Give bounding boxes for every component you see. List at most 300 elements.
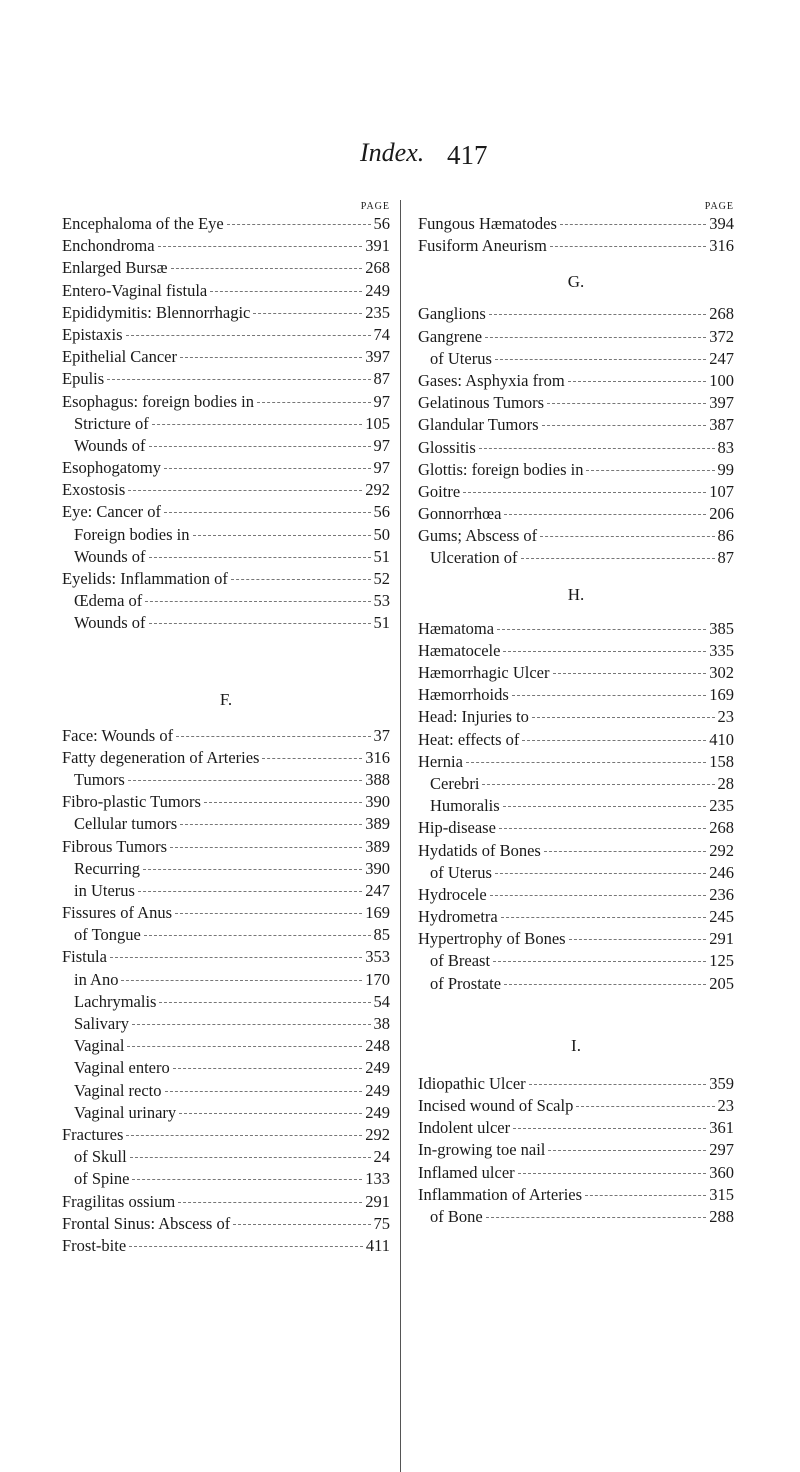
index-entry-text: Face: Wounds of (62, 725, 174, 745)
dot-leader (171, 268, 363, 269)
index-entry (62, 235, 390, 257)
dot-leader (521, 558, 715, 559)
dot-leader (128, 490, 362, 491)
dot-leader (544, 851, 706, 852)
index-entry-page: 268 (365, 258, 390, 278)
index-entry-page: 315 (709, 1184, 734, 1204)
index-entry-page: 387 (709, 415, 734, 435)
index-entry-page: 169 (365, 903, 390, 923)
spacer (418, 995, 734, 1035)
index-entry-page: 83 (717, 437, 734, 457)
index-entry (418, 1139, 734, 1161)
index-entry (62, 858, 390, 880)
spacer (62, 635, 390, 689)
dot-leader (568, 381, 707, 382)
page-title: Index. (360, 138, 425, 167)
dot-leader (126, 335, 371, 336)
dot-leader (504, 514, 706, 515)
dot-leader (542, 425, 707, 426)
spacer (418, 257, 734, 271)
index-entry (62, 568, 390, 590)
index-entry-text: Glandular Tumors (418, 415, 539, 435)
page-header (0, 138, 800, 178)
index-entry-page: 291 (709, 929, 734, 949)
index-entry-text: of Skull (74, 1147, 127, 1167)
dot-leader (495, 873, 706, 874)
index-entry (418, 706, 734, 728)
index-entry-page: 23 (717, 1096, 734, 1115)
index-entry-page: 87 (373, 369, 390, 389)
dot-leader (262, 758, 362, 759)
dot-leader (499, 828, 706, 829)
index-entry-text: Vaginal entero (74, 1058, 170, 1078)
index-entry-page: 100 (709, 370, 734, 390)
index-entry (418, 884, 734, 906)
index-entry-page: 297 (709, 1140, 734, 1160)
index-entry (62, 257, 390, 279)
dot-leader (550, 246, 706, 247)
index-entry-text: Lachrymalis (74, 991, 157, 1011)
index-entry-text: Ganglions (418, 304, 486, 324)
index-entry-text: of Spine (74, 1169, 130, 1189)
dot-leader (586, 470, 714, 471)
index-entry-page: 360 (709, 1162, 734, 1182)
index-entry-text: Eyelids: Inflammation of (62, 569, 228, 588)
index-entry-text: Goitre (418, 481, 461, 501)
index-entry-text: Vaginal recto (74, 1080, 162, 1100)
index-entry-page: 246 (709, 862, 734, 882)
index-entry (418, 928, 734, 950)
dot-leader (257, 402, 370, 403)
index-entry-page: 394 (709, 214, 734, 233)
index-entry (418, 1095, 734, 1117)
dot-leader (121, 980, 362, 981)
index-entry-page: 28 (717, 773, 734, 793)
dot-leader (149, 557, 371, 558)
index-entry (418, 1162, 734, 1184)
index-entry-page: 268 (709, 818, 734, 838)
index-entry-text: Humoralis (430, 796, 500, 816)
dot-leader (127, 1046, 362, 1047)
dot-leader (548, 1150, 706, 1151)
index-entry-page: 247 (709, 348, 734, 368)
dot-leader (501, 917, 707, 918)
dot-leader (170, 847, 362, 848)
index-entry (418, 618, 734, 640)
left-column (62, 200, 390, 1257)
index-entry-page: 390 (365, 858, 390, 878)
index-entry (418, 392, 734, 414)
index-entry-page: 249 (365, 1080, 390, 1100)
index-entry-text: Vaginal urinary (74, 1102, 177, 1122)
dot-leader (149, 623, 371, 624)
index-entry (62, 924, 390, 946)
index-entry (62, 590, 390, 612)
index-entry-text: Head: Injuries to (418, 707, 529, 727)
index-entry (62, 1191, 390, 1213)
dot-leader (149, 446, 371, 447)
index-entry-page: 410 (709, 729, 734, 749)
index-entry-text: in Uterus (74, 880, 135, 900)
index-entry-page: 205 (709, 973, 734, 993)
index-entry (62, 368, 390, 390)
index-entry-page: 288 (709, 1206, 734, 1226)
index-entry (62, 501, 390, 523)
dot-leader (253, 313, 362, 314)
index-entry (418, 326, 734, 348)
index-entry-text: Epididymitis: Blennorrhagic (62, 302, 251, 322)
index-entry (418, 773, 734, 795)
index-entry (62, 1213, 390, 1235)
dot-leader (576, 1106, 714, 1107)
index-entry (62, 1168, 390, 1190)
dot-leader (518, 1173, 707, 1174)
index-entry-text: Ulceration of (430, 548, 518, 568)
index-entry-page: 97 (373, 435, 390, 455)
index-entry-page: 235 (365, 302, 390, 322)
index-entry-page: 248 (365, 1036, 390, 1056)
index-entry-page: 37 (373, 725, 390, 745)
index-entry-text: Exostosis (62, 480, 126, 500)
dot-leader (466, 762, 706, 763)
spacer (418, 606, 734, 618)
section-letter-i: I. (571, 1035, 581, 1055)
index-entry-page: 158 (709, 751, 734, 771)
column-divider (400, 200, 401, 1472)
index-entry-text: of Breast (430, 951, 491, 971)
dot-leader (560, 224, 706, 225)
dot-leader (231, 579, 371, 580)
index-entry-text: Frost-bite (62, 1235, 127, 1255)
index-entry-text: Fractures (62, 1124, 124, 1144)
index-entry (62, 457, 390, 479)
spacer (418, 293, 734, 303)
index-entry-page: 316 (709, 236, 734, 256)
index-entry (62, 725, 390, 747)
dot-leader (173, 1068, 362, 1069)
index-entry-page: 169 (709, 685, 734, 705)
index-entry (62, 836, 390, 858)
dot-leader (233, 1224, 370, 1225)
index-entry-page: 372 (709, 326, 734, 346)
dot-leader (164, 512, 371, 513)
index-entry-text: Hæmorrhagic Ulcer (418, 663, 550, 682)
page-column-label: PAGE (704, 201, 734, 212)
index-entry (62, 1102, 390, 1124)
index-entry-text: Inflammation of Arteries (418, 1184, 583, 1204)
dot-leader (532, 717, 715, 718)
index-entry-text: Indolent ulcer (418, 1118, 511, 1138)
index-entry-page: 99 (717, 459, 734, 479)
index-entry-text: Fatty degeneration of Arteries (62, 747, 260, 767)
index-entry-page: 236 (709, 884, 734, 904)
index-entry-text: Fissures of Anus (62, 903, 173, 923)
index-entry (418, 1184, 734, 1206)
dot-leader (522, 740, 706, 741)
index-entry-text: Hypertrophy of Bones (418, 929, 566, 949)
dot-leader (132, 1024, 371, 1025)
index-entry-text: Epithelial Cancer (62, 347, 177, 367)
index-entry (62, 747, 390, 769)
dot-leader (485, 337, 706, 338)
dot-leader (180, 357, 362, 358)
index-entry-text: Esophogatomy (62, 458, 161, 478)
index-entry-page: 397 (365, 347, 390, 367)
dot-leader (165, 1091, 363, 1092)
index-entry-text: Inflamed ulcer (418, 1162, 515, 1182)
index-entry (418, 640, 734, 662)
dot-leader (489, 314, 706, 315)
index-entry-page: 54 (373, 991, 390, 1011)
dot-leader (178, 1202, 362, 1203)
index-entry (62, 1057, 390, 1079)
dot-leader (553, 673, 707, 674)
index-entry-text: In-growing toe nail (418, 1140, 546, 1160)
index-entry (418, 348, 734, 370)
spacer (62, 711, 390, 725)
index-entry (62, 880, 390, 902)
section-letter-g: G. (567, 272, 585, 292)
index-entry-page: 85 (373, 925, 390, 945)
index-entry-text: in Ano (74, 969, 119, 989)
index-entry-page: 86 (717, 526, 734, 546)
index-entry-page: 388 (365, 769, 390, 789)
index-entry-text: Hæmatocele (418, 640, 501, 660)
dot-leader (144, 935, 371, 936)
index-entry (62, 813, 390, 835)
index-group-h (418, 618, 734, 995)
dot-leader (110, 957, 362, 958)
index-entry (62, 791, 390, 813)
index-entry-page: 74 (373, 324, 390, 344)
dot-leader (128, 780, 363, 781)
index-group-g (418, 303, 734, 569)
index-entry (418, 437, 734, 459)
dot-leader (158, 246, 363, 247)
index-entry (418, 906, 734, 928)
dot-leader (503, 651, 706, 652)
right-column (418, 200, 734, 1228)
index-entry-text: Eye: Cancer of (62, 502, 161, 522)
index-entry (418, 1206, 734, 1228)
index-entry-text: Heat: effects of (418, 729, 520, 749)
index-entry-page: 107 (709, 481, 734, 501)
index-entry-page: 316 (365, 747, 390, 767)
index-entry-page: 53 (373, 591, 390, 611)
spacer (418, 570, 734, 584)
dot-leader (513, 1128, 706, 1129)
index-entry-page: 51 (373, 546, 390, 566)
index-entry-page: 75 (373, 1213, 390, 1233)
index-entry (62, 946, 390, 968)
index-entry-page: 361 (709, 1118, 734, 1138)
index-entry-page: 249 (365, 280, 390, 300)
index-entry-text: Recurring (74, 858, 140, 878)
index-entry-page: 353 (365, 947, 390, 967)
index-entry-page: 56 (373, 502, 390, 522)
index-entry-text: Stricture of (74, 413, 149, 433)
spacer (418, 1057, 734, 1073)
dot-leader (129, 1246, 363, 1247)
index-entry (62, 902, 390, 924)
index-entry-page: 389 (365, 836, 390, 856)
index-entry-page: 397 (709, 393, 734, 413)
index-entry (418, 662, 734, 684)
index-entry-page: 87 (717, 548, 734, 568)
dot-leader (132, 1179, 362, 1180)
dot-leader (164, 468, 371, 469)
index-entry-page: 249 (365, 1058, 390, 1078)
dot-leader (210, 291, 362, 292)
index-entry-text: Enlarged Bursæ (62, 258, 168, 278)
index-entry (418, 1073, 734, 1095)
index-entry-page: 391 (365, 236, 390, 256)
dot-leader (504, 984, 706, 985)
index-entry-page: 23 (717, 707, 734, 727)
index-entry (418, 414, 734, 436)
dot-leader (547, 403, 706, 404)
index-entry-page: 268 (709, 304, 734, 324)
index-entry (418, 459, 734, 481)
index-entry (418, 213, 734, 235)
dot-leader (529, 1084, 707, 1085)
dot-leader (479, 448, 715, 449)
index-entry-text: Hernia (418, 751, 463, 771)
dot-leader (495, 359, 706, 360)
index-entry-page: 249 (365, 1102, 390, 1122)
index-entry-page: 97 (373, 458, 390, 478)
index-entry-text: Wounds of (74, 613, 146, 633)
index-entry-page: 245 (709, 907, 734, 927)
dot-leader (180, 824, 362, 825)
index-group-f-cont (418, 213, 734, 257)
index-entry-text: Epistaxis (62, 324, 123, 344)
dot-leader (145, 601, 370, 602)
index-entry-text: Esophagus: foreign bodies in (62, 391, 255, 411)
index-entry-text: Fungous Hæmatodes (418, 214, 557, 233)
index-entry-text: Salivary (74, 1014, 129, 1033)
index-entry (62, 546, 390, 568)
index-entry (62, 1146, 390, 1168)
index-entry-page: 292 (709, 840, 734, 860)
index-entry-text: Frontal Sinus: Abscess of (62, 1213, 231, 1233)
index-entry (62, 524, 390, 546)
index-entry-text: Hydatids of Bones (418, 840, 541, 860)
index-entry (62, 280, 390, 302)
index-entry (418, 729, 734, 751)
dot-leader (126, 1135, 362, 1136)
dot-leader (130, 1157, 371, 1158)
index-entry (62, 213, 390, 235)
index-entry (418, 547, 734, 569)
dot-leader (503, 806, 707, 807)
index-entry-text: Hydrocele (418, 884, 487, 904)
index-entry (62, 1080, 390, 1102)
index-entry-page: 359 (709, 1073, 734, 1093)
index-entry-page: 235 (709, 796, 734, 816)
index-entry (418, 303, 734, 325)
index-entry-text: Œdema of (74, 591, 143, 611)
index-entry-text: Fusiform Aneurism (418, 236, 547, 256)
index-entry (418, 481, 734, 503)
index-entry (418, 950, 734, 972)
index-group-i (418, 1073, 734, 1228)
index-entry (418, 235, 734, 257)
index-entry (62, 991, 390, 1013)
index-entry (418, 840, 734, 862)
index-entry-page: 133 (365, 1169, 390, 1189)
index-entry (418, 817, 734, 839)
dot-leader (107, 379, 370, 380)
index-entry (418, 503, 734, 525)
dot-leader (193, 535, 371, 536)
index-entry-text: Gelatinous Tumors (418, 393, 545, 413)
index-entry-text: Vaginal (74, 1036, 125, 1056)
index-entry-text: Hydrometra (418, 907, 498, 927)
index-entry-text: of Bone (430, 1206, 483, 1226)
index-entry-text: Foreign bodies in (74, 524, 190, 544)
dot-leader (482, 784, 714, 785)
index-entry (62, 435, 390, 457)
index-entry (418, 1117, 734, 1139)
index-entry-text: of Prostate (430, 973, 502, 993)
index-entry-text: Incised wound of Scalp (418, 1096, 574, 1115)
index-entry-page: 411 (365, 1235, 390, 1255)
index-entry (62, 479, 390, 501)
index-entry (62, 324, 390, 346)
index-entry-page: 24 (373, 1147, 390, 1167)
index-entry-text: Gums; Abscess of (418, 526, 538, 546)
index-entry-text: of Uterus (430, 348, 492, 368)
index-entry-text: Fistula (62, 947, 107, 967)
index-entry-page: 247 (365, 880, 390, 900)
index-entry (62, 413, 390, 435)
index-entry-page: 390 (365, 792, 390, 812)
index-entry-text: Glossitis (418, 437, 476, 457)
index-entry (418, 370, 734, 392)
index-group-f (62, 725, 390, 1258)
index-entry-page: 51 (373, 613, 390, 633)
section-letter-f: F. (219, 689, 233, 709)
index-entry (418, 751, 734, 773)
index-entry-page: 291 (365, 1191, 390, 1211)
dot-leader (497, 629, 706, 630)
index-entry-text: Cerebri (430, 773, 480, 793)
index-entry-text: Gangrene (418, 326, 483, 346)
index-entry (62, 1035, 390, 1057)
index-entry-page: 335 (709, 640, 734, 660)
index-group-e (62, 213, 390, 635)
dot-leader (175, 913, 362, 914)
index-entry-page: 50 (373, 524, 390, 544)
index-entry (418, 795, 734, 817)
index-entry-text: of Uterus (430, 862, 492, 882)
index-entry-text: Hæmatoma (418, 618, 495, 638)
index-entry (62, 346, 390, 368)
dot-leader (490, 895, 707, 896)
section-letter-h: H. (567, 584, 585, 604)
dot-leader (569, 939, 707, 940)
dot-leader (585, 1195, 706, 1196)
dot-leader (463, 492, 706, 493)
page-number: 417 (447, 140, 488, 170)
index-entry-text: Hæmorrhoids (418, 685, 509, 705)
index-entry-page: 292 (365, 480, 390, 500)
dot-leader (512, 695, 707, 696)
dot-leader (204, 802, 362, 803)
dot-leader (143, 869, 362, 870)
dot-leader (152, 424, 363, 425)
